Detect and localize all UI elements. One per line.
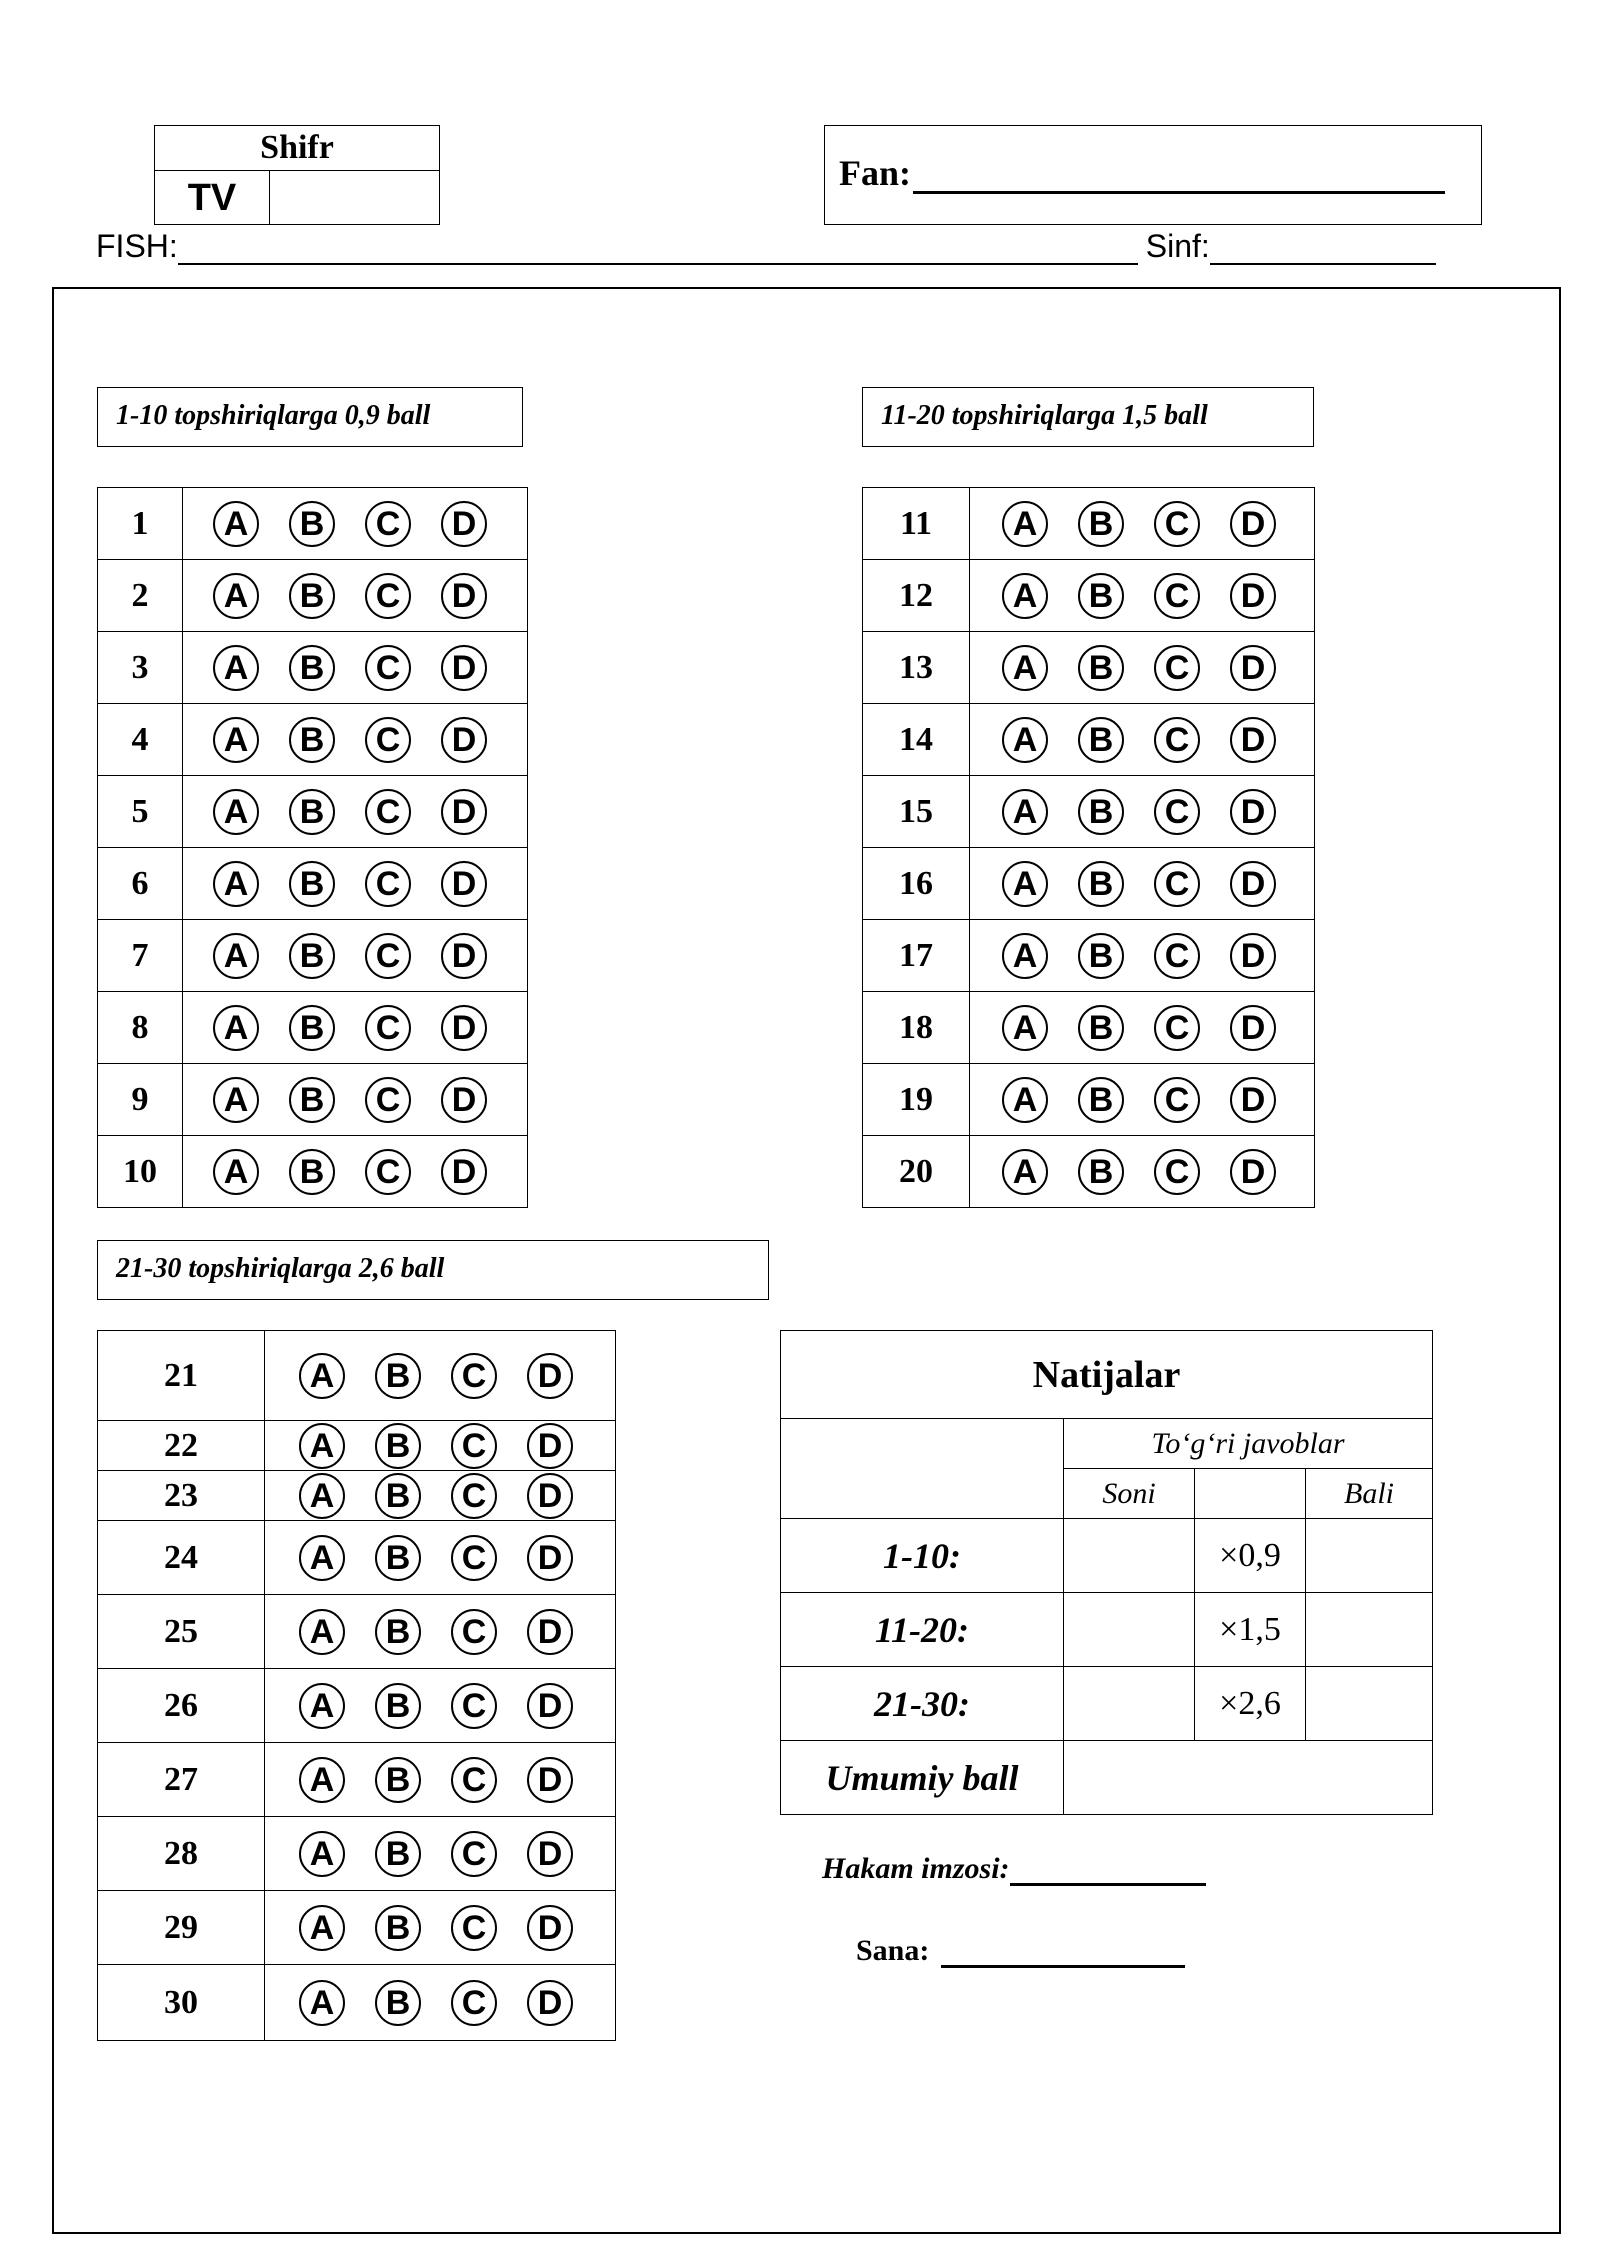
fan-label: Fan: — [839, 153, 911, 193]
section-label-11-20: 11-20 topshiriqlarga 1,5 ball — [862, 387, 1314, 447]
answer-bubble-a[interactable]: A — [299, 1980, 345, 2026]
score-header: Bali — [1306, 1469, 1433, 1519]
question-number: 28 — [98, 1817, 265, 1891]
answer-options — [183, 704, 528, 776]
answer-bubble-b[interactable]: B — [1078, 1149, 1124, 1195]
question-number: 17 — [863, 920, 970, 992]
tv-label: TV — [155, 171, 270, 225]
question-number: 29 — [98, 1891, 265, 1965]
fish-label: FISH: — [96, 228, 178, 264]
answer-bubble-b[interactable]: B — [289, 645, 335, 691]
date-field[interactable] — [941, 1937, 1185, 1968]
judge-signature-row — [822, 1852, 1206, 1886]
answer-bubble-d[interactable]: D — [441, 1005, 487, 1051]
answer-bubble-a[interactable]: A — [213, 645, 259, 691]
sinf-field[interactable] — [1210, 233, 1436, 265]
answer-bubble-c[interactable]: C — [1154, 933, 1200, 979]
question-row — [98, 1521, 616, 1595]
answer-bubble-b[interactable]: B — [1078, 645, 1124, 691]
question-row — [98, 1669, 616, 1743]
answer-bubble-d[interactable]: D — [1230, 573, 1276, 619]
answer-bubble-b[interactable]: B — [1078, 1077, 1124, 1123]
correct-answers-label: To‘g‘ri javoblar — [1064, 1419, 1433, 1469]
answer-options — [265, 1669, 616, 1743]
answer-bubble-a[interactable]: A — [299, 1609, 345, 1655]
question-number: 20 — [863, 1136, 970, 1208]
answer-bubble-c[interactable]: C — [451, 1423, 497, 1469]
question-row — [863, 848, 1315, 920]
answer-bubble-b[interactable]: B — [289, 1077, 335, 1123]
answer-bubble-c[interactable]: C — [365, 933, 411, 979]
question-number: 7 — [98, 920, 183, 992]
answer-options — [970, 560, 1315, 632]
answer-options — [183, 632, 528, 704]
answer-bubble-d[interactable]: D — [527, 1423, 573, 1469]
answer-bubble-c[interactable]: C — [1154, 501, 1200, 547]
question-row — [98, 704, 528, 776]
answer-bubble-b[interactable]: B — [1078, 933, 1124, 979]
answer-bubble-a[interactable]: A — [1002, 501, 1048, 547]
result-mult-3: ×2,6 — [1195, 1667, 1306, 1741]
answer-bubble-a[interactable]: A — [213, 861, 259, 907]
answer-bubble-b[interactable]: B — [289, 1005, 335, 1051]
answer-bubble-a[interactable]: A — [1002, 933, 1048, 979]
question-row — [98, 1136, 528, 1208]
judge-signature-label: Hakam imzosi: — [822, 1852, 1010, 1885]
total-label: Umumiy ball — [781, 1741, 1064, 1815]
result-count-1[interactable] — [1064, 1519, 1195, 1593]
answer-bubble-c[interactable]: C — [451, 1473, 497, 1519]
answer-options — [265, 1521, 616, 1595]
answer-bubble-b[interactable]: B — [1078, 573, 1124, 619]
answer-bubble-c[interactable]: C — [451, 1683, 497, 1729]
answer-options — [970, 992, 1315, 1064]
answer-bubble-d[interactable]: D — [527, 1905, 573, 1951]
answer-options — [970, 848, 1315, 920]
answer-bubble-b[interactable]: B — [289, 933, 335, 979]
answer-bubble-c[interactable]: C — [451, 1757, 497, 1803]
question-row — [98, 1817, 616, 1891]
question-row — [98, 1331, 616, 1421]
question-number: 22 — [98, 1421, 265, 1471]
question-row — [98, 1743, 616, 1817]
answer-bubble-b[interactable]: B — [375, 1609, 421, 1655]
question-number: 12 — [863, 560, 970, 632]
mult-header — [1195, 1469, 1306, 1519]
question-row — [863, 488, 1315, 560]
answer-bubble-a[interactable]: A — [1002, 573, 1048, 619]
answer-bubble-a[interactable]: A — [299, 1683, 345, 1729]
answer-bubble-b[interactable]: B — [1078, 501, 1124, 547]
answer-bubble-d[interactable]: D — [527, 1683, 573, 1729]
answer-bubble-c[interactable]: C — [451, 1831, 497, 1877]
answer-bubble-b[interactable]: B — [289, 1149, 335, 1195]
answer-options — [183, 992, 528, 1064]
count-header: Soni — [1064, 1469, 1195, 1519]
answer-bubble-a[interactable]: A — [213, 717, 259, 763]
answer-bubble-b[interactable]: B — [1078, 717, 1124, 763]
result-score-3[interactable] — [1306, 1667, 1433, 1741]
answer-bubble-b[interactable]: B — [289, 861, 335, 907]
section-label-1-10: 1-10 topshiriqlarga 0,9 ball — [97, 387, 523, 447]
shifr-label: Shifr — [155, 126, 439, 171]
answer-bubble-d[interactable]: D — [1230, 645, 1276, 691]
answer-options — [183, 560, 528, 632]
answer-bubble-d[interactable]: D — [1230, 717, 1276, 763]
answer-bubble-d[interactable]: D — [441, 501, 487, 547]
answer-options — [265, 1595, 616, 1669]
answer-options — [183, 776, 528, 848]
fan-box — [824, 125, 1482, 225]
answer-bubble-b[interactable]: B — [289, 717, 335, 763]
answer-bubble-a[interactable]: A — [213, 1077, 259, 1123]
result-count-2[interactable] — [1064, 1593, 1195, 1667]
total-score-field[interactable] — [1064, 1741, 1433, 1815]
question-number: 1 — [98, 488, 183, 560]
answer-bubble-c[interactable]: C — [451, 1609, 497, 1655]
result-range-2: 11-20: — [781, 1593, 1064, 1667]
answer-bubble-c[interactable]: C — [451, 1353, 497, 1399]
question-row — [98, 776, 528, 848]
question-row — [98, 920, 528, 992]
question-number: 26 — [98, 1669, 265, 1743]
answer-bubble-d[interactable]: D — [441, 1149, 487, 1195]
question-number: 15 — [863, 776, 970, 848]
question-number: 16 — [863, 848, 970, 920]
fish-field[interactable] — [178, 233, 1138, 265]
results-table — [780, 1330, 1433, 1815]
question-row — [98, 848, 528, 920]
question-row — [98, 1421, 616, 1471]
date-row — [856, 1934, 1185, 1968]
answer-bubble-a[interactable]: A — [1002, 1077, 1048, 1123]
answer-bubble-a[interactable]: A — [299, 1757, 345, 1803]
question-row — [98, 1064, 528, 1136]
question-number: 18 — [863, 992, 970, 1064]
question-row — [98, 488, 528, 560]
answer-bubble-b[interactable]: B — [375, 1683, 421, 1729]
answer-bubble-c[interactable]: C — [451, 1535, 497, 1581]
answer-bubble-a[interactable]: A — [299, 1905, 345, 1951]
answer-options — [183, 1136, 528, 1208]
question-number: 13 — [863, 632, 970, 704]
answer-bubble-b[interactable]: B — [289, 573, 335, 619]
answer-bubble-b[interactable]: B — [289, 789, 335, 835]
answer-bubble-a[interactable]: A — [213, 573, 259, 619]
answer-bubble-d[interactable]: D — [527, 1353, 573, 1399]
answer-bubble-a[interactable]: A — [299, 1831, 345, 1877]
answer-bubble-a[interactable]: A — [299, 1473, 345, 1519]
question-row — [98, 632, 528, 704]
answer-bubble-c[interactable]: C — [1154, 1005, 1200, 1051]
section-label-21-30: 21-30 topshiriqlarga 2,6 ball — [97, 1240, 769, 1300]
result-range-1: 1-10: — [781, 1519, 1064, 1593]
question-number: 27 — [98, 1743, 265, 1817]
answer-bubble-d[interactable]: D — [441, 789, 487, 835]
question-row — [863, 992, 1315, 1064]
answer-bubble-c[interactable]: C — [1154, 1077, 1200, 1123]
answer-table-21-30 — [97, 1330, 616, 2041]
answer-bubble-d[interactable]: D — [441, 645, 487, 691]
answer-bubble-d[interactable]: D — [1230, 861, 1276, 907]
question-number: 21 — [98, 1331, 265, 1421]
answer-bubble-d[interactable]: D — [527, 1831, 573, 1877]
result-score-1[interactable] — [1306, 1519, 1433, 1593]
question-number: 14 — [863, 704, 970, 776]
question-number: 25 — [98, 1595, 265, 1669]
result-mult-1: ×0,9 — [1195, 1519, 1306, 1593]
answer-table-11-20 — [862, 487, 1315, 1208]
answer-options — [183, 1064, 528, 1136]
answer-bubble-b[interactable]: B — [375, 1473, 421, 1519]
answer-bubble-a[interactable]: A — [1002, 789, 1048, 835]
question-number: 9 — [98, 1064, 183, 1136]
answer-bubble-b[interactable]: B — [375, 1905, 421, 1951]
question-row — [98, 1965, 616, 2041]
judge-signature-field[interactable] — [1010, 1855, 1206, 1886]
results-header-empty — [781, 1419, 1064, 1519]
answer-bubble-d[interactable]: D — [527, 1473, 573, 1519]
answer-bubble-a[interactable]: A — [213, 501, 259, 547]
answer-bubble-c[interactable]: C — [365, 1149, 411, 1195]
answer-bubble-c[interactable]: C — [1154, 645, 1200, 691]
answer-bubble-c[interactable]: C — [365, 1077, 411, 1123]
answer-bubble-a[interactable]: A — [299, 1423, 345, 1469]
answer-bubble-a[interactable]: A — [213, 789, 259, 835]
answer-options — [265, 1421, 616, 1471]
answer-bubble-b[interactable]: B — [289, 501, 335, 547]
answer-options — [970, 920, 1315, 992]
answer-bubble-c[interactable]: C — [365, 645, 411, 691]
answer-bubble-a[interactable]: A — [299, 1353, 345, 1399]
question-row — [863, 920, 1315, 992]
answer-options — [265, 1965, 616, 2041]
answer-table-1-10 — [97, 487, 528, 1208]
question-row — [863, 560, 1315, 632]
answer-bubble-b[interactable]: B — [375, 1831, 421, 1877]
answer-bubble-a[interactable]: A — [1002, 717, 1048, 763]
answer-options — [183, 920, 528, 992]
answer-bubble-d[interactable]: D — [441, 861, 487, 907]
answer-bubble-c[interactable]: C — [1154, 573, 1200, 619]
answer-bubble-d[interactable]: D — [527, 1535, 573, 1581]
question-number: 4 — [98, 704, 183, 776]
answer-bubble-b[interactable]: B — [375, 1353, 421, 1399]
answer-bubble-a[interactable]: A — [1002, 861, 1048, 907]
answer-bubble-a[interactable]: A — [1002, 645, 1048, 691]
results-title: Natijalar — [781, 1331, 1433, 1419]
answer-bubble-a[interactable]: A — [213, 1005, 259, 1051]
answer-options — [970, 1136, 1315, 1208]
result-score-2[interactable] — [1306, 1593, 1433, 1667]
question-row — [863, 1136, 1315, 1208]
question-number: 10 — [98, 1136, 183, 1208]
answer-bubble-b[interactable]: B — [375, 1980, 421, 2026]
question-row — [98, 1891, 616, 1965]
answer-bubble-c[interactable]: C — [1154, 1149, 1200, 1195]
answer-options — [265, 1891, 616, 1965]
answer-options — [970, 488, 1315, 560]
result-range-3: 21-30: — [781, 1667, 1064, 1741]
answer-options — [265, 1817, 616, 1891]
question-number: 19 — [863, 1064, 970, 1136]
answer-bubble-c[interactable]: C — [365, 501, 411, 547]
answer-bubble-c[interactable]: C — [1154, 861, 1200, 907]
question-number: 8 — [98, 992, 183, 1064]
answer-options — [183, 848, 528, 920]
question-number: 3 — [98, 632, 183, 704]
date-label: Sana: — [856, 1934, 930, 1967]
answer-bubble-b[interactable]: B — [1078, 861, 1124, 907]
question-row — [98, 1595, 616, 1669]
shifr-code-field[interactable] — [270, 171, 439, 225]
question-row — [98, 992, 528, 1064]
result-mult-2: ×1,5 — [1195, 1593, 1306, 1667]
answer-bubble-d[interactable]: D — [527, 1609, 573, 1655]
result-count-3[interactable] — [1064, 1667, 1195, 1741]
answer-bubble-d[interactable]: D — [1230, 789, 1276, 835]
answer-bubble-c[interactable]: C — [451, 1905, 497, 1951]
answer-bubble-b[interactable]: B — [375, 1757, 421, 1803]
answer-bubble-c[interactable]: C — [1154, 789, 1200, 835]
fish-row — [96, 228, 1516, 265]
answer-bubble-b[interactable]: B — [375, 1423, 421, 1469]
answer-bubble-a[interactable]: A — [299, 1535, 345, 1581]
question-number: 30 — [98, 1965, 265, 2041]
question-number: 6 — [98, 848, 183, 920]
answer-bubble-c[interactable]: C — [365, 573, 411, 619]
answer-options — [265, 1471, 616, 1521]
answer-bubble-b[interactable]: B — [1078, 789, 1124, 835]
answer-bubble-d[interactable]: D — [441, 933, 487, 979]
answer-bubble-d[interactable]: D — [1230, 1149, 1276, 1195]
answer-options — [970, 776, 1315, 848]
answer-bubble-a[interactable]: A — [213, 1149, 259, 1195]
sinf-label: Sinf: — [1145, 228, 1210, 264]
answer-bubble-a[interactable]: A — [1002, 1149, 1048, 1195]
question-row — [863, 632, 1315, 704]
answer-bubble-c[interactable]: C — [451, 1980, 497, 2026]
question-number: 24 — [98, 1521, 265, 1595]
question-row — [863, 704, 1315, 776]
answer-options — [970, 704, 1315, 776]
answer-options — [970, 632, 1315, 704]
question-number: 2 — [98, 560, 183, 632]
question-number: 23 — [98, 1471, 265, 1521]
answer-bubble-d[interactable]: D — [1230, 933, 1276, 979]
answer-bubble-d[interactable]: D — [527, 1980, 573, 2026]
question-row — [863, 776, 1315, 848]
question-row — [863, 1064, 1315, 1136]
question-row — [98, 560, 528, 632]
shifr-box — [154, 125, 440, 225]
answer-bubble-c[interactable]: C — [365, 717, 411, 763]
answer-bubble-b[interactable]: B — [1078, 1005, 1124, 1051]
answer-bubble-a[interactable]: A — [213, 933, 259, 979]
answer-bubble-d[interactable]: D — [1230, 1005, 1276, 1051]
answer-bubble-c[interactable]: C — [365, 861, 411, 907]
question-number: 11 — [863, 488, 970, 560]
answer-bubble-d[interactable]: D — [441, 1077, 487, 1123]
answer-bubble-d[interactable]: D — [441, 573, 487, 619]
answer-options — [265, 1331, 616, 1421]
answer-bubble-c[interactable]: C — [1154, 717, 1200, 763]
answer-bubble-b[interactable]: B — [375, 1535, 421, 1581]
fan-field[interactable] — [913, 157, 1445, 194]
answer-options — [183, 488, 528, 560]
answer-options — [970, 1064, 1315, 1136]
answer-bubble-a[interactable]: A — [1002, 1005, 1048, 1051]
answer-bubble-d[interactable]: D — [1230, 1077, 1276, 1123]
answer-bubble-c[interactable]: C — [365, 1005, 411, 1051]
question-row — [98, 1471, 616, 1521]
answer-bubble-d[interactable]: D — [1230, 501, 1276, 547]
answer-bubble-c[interactable]: C — [365, 789, 411, 835]
question-number: 5 — [98, 776, 183, 848]
answer-options — [265, 1743, 616, 1817]
answer-bubble-d[interactable]: D — [527, 1757, 573, 1803]
answer-bubble-d[interactable]: D — [441, 717, 487, 763]
